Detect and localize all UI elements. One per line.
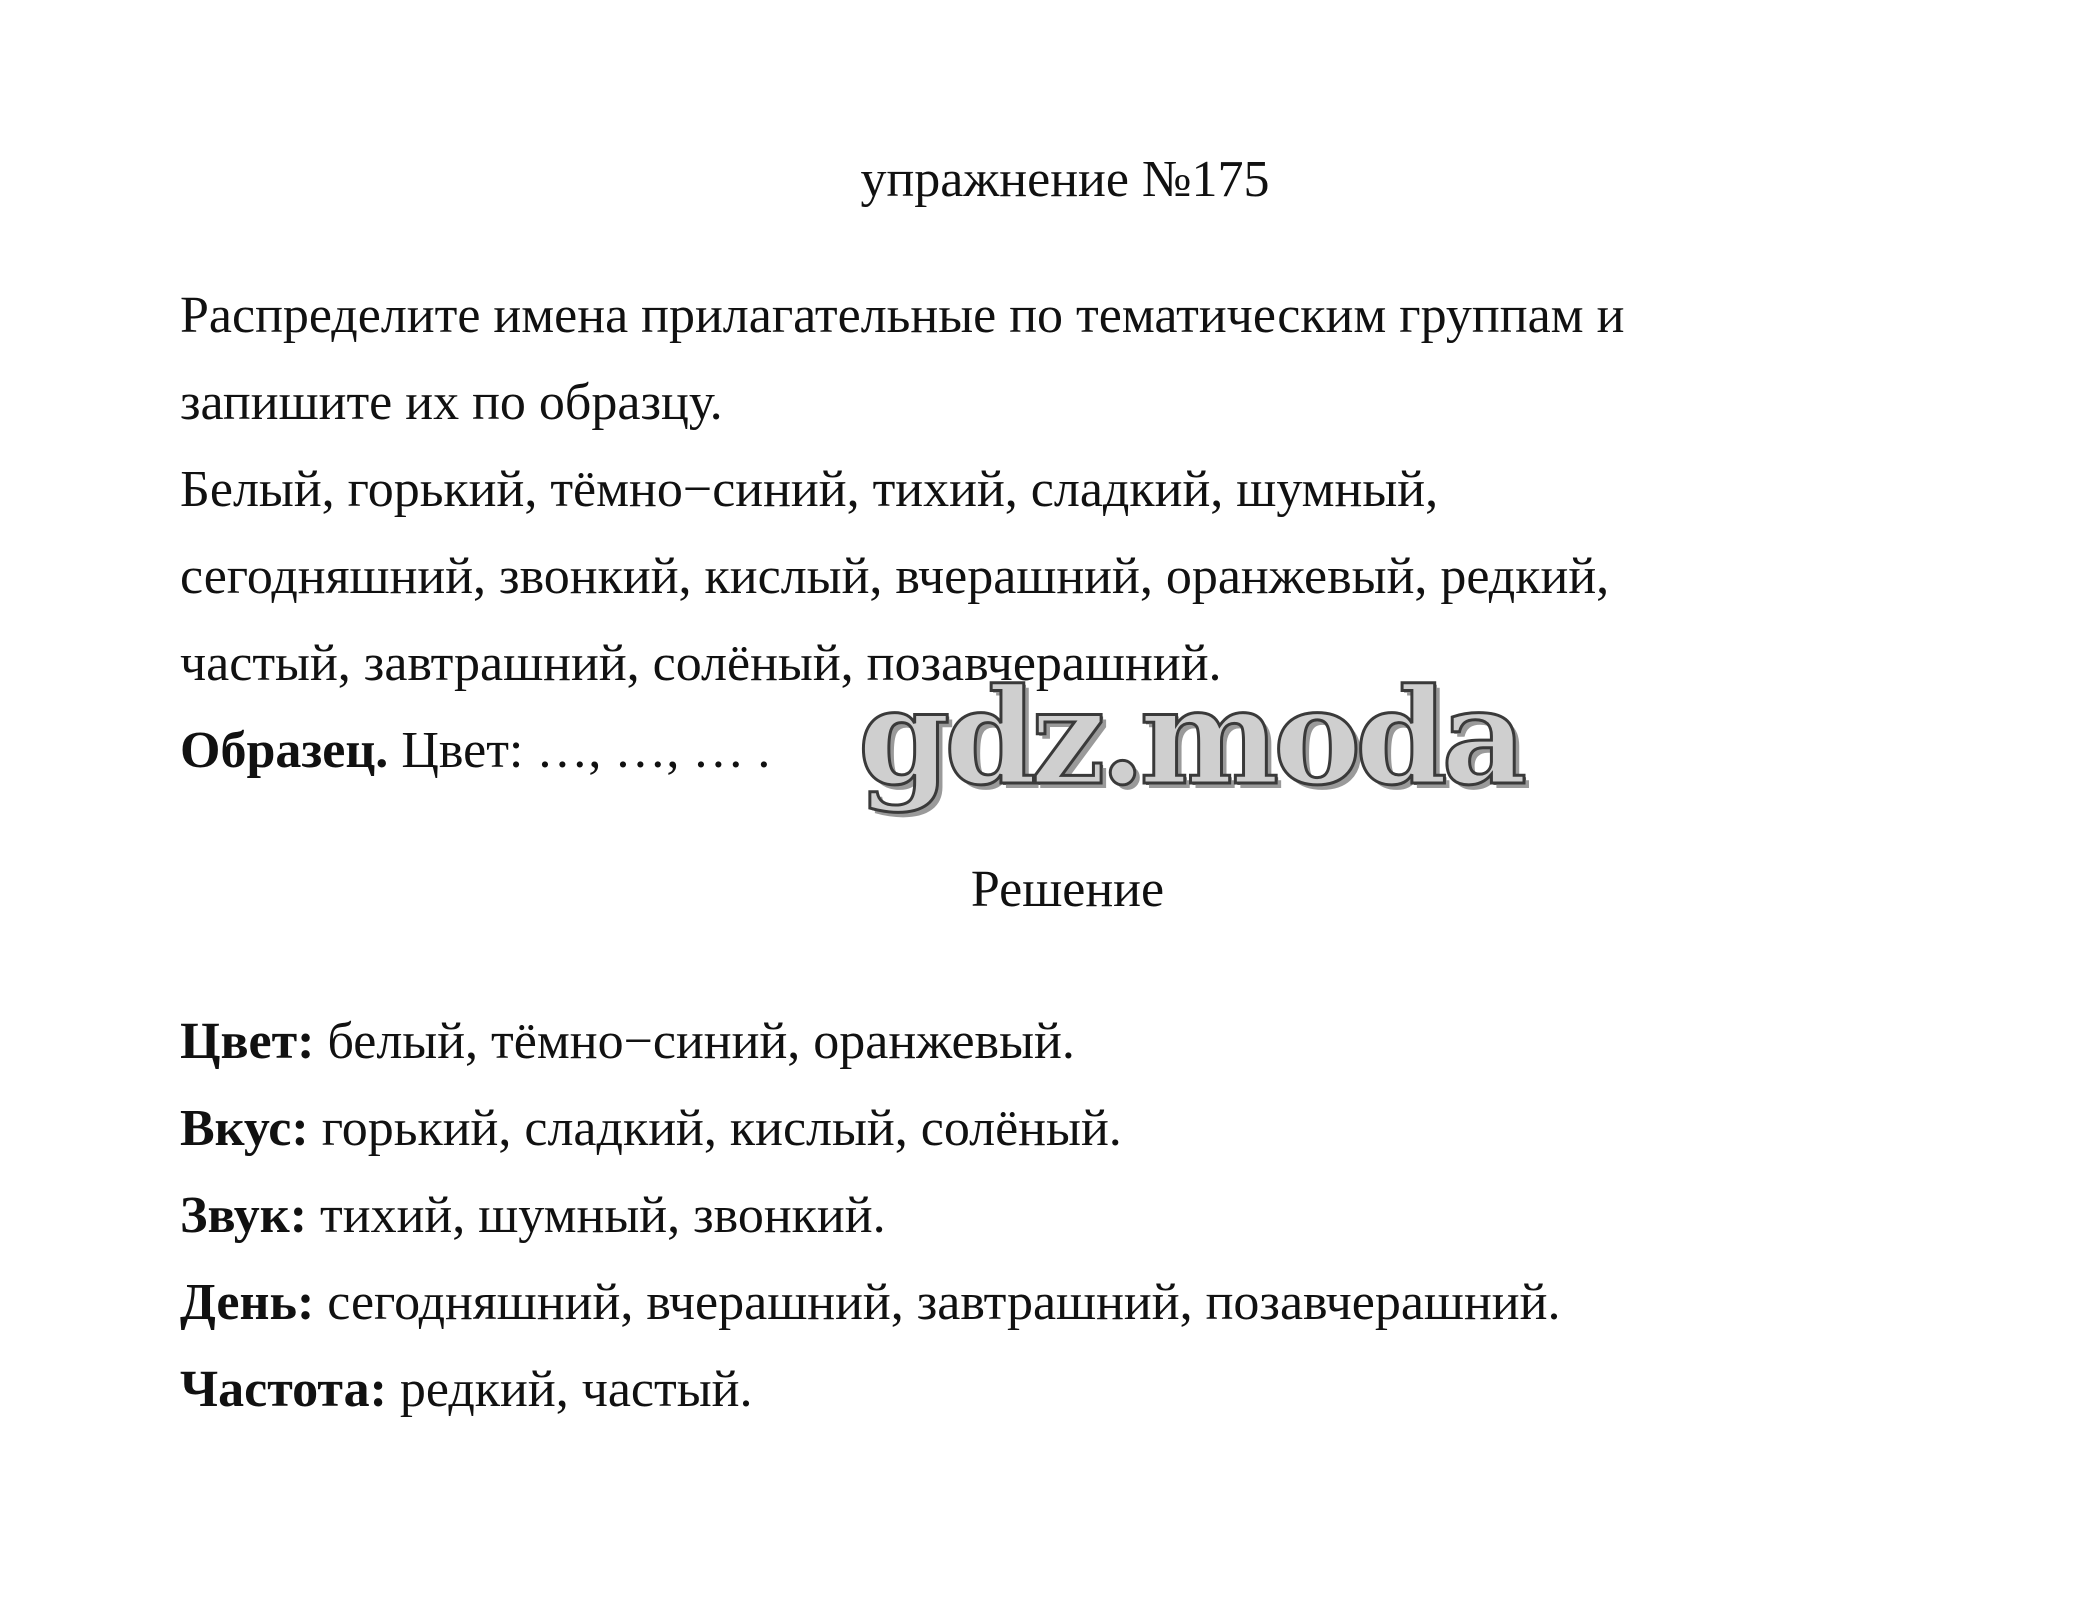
answer-row-frequency — [180, 1346, 1900, 1433]
sample-label: Образец. — [180, 722, 389, 779]
task-line: Белый, горький, тёмно−синий, тихий, сладкий, шумный, — [180, 461, 1439, 518]
answer-text: редкий, частый. — [386, 1361, 753, 1418]
answer-label: Вкус: — [180, 1100, 309, 1157]
answers-list — [180, 998, 1900, 1433]
answer-text: тихий, шумный, звонкий. — [307, 1187, 886, 1244]
answer-label: Цвет: — [180, 1013, 315, 1070]
answer-row-color — [180, 998, 1900, 1085]
answer-label: Звук: — [180, 1187, 308, 1244]
answer-row-sound — [180, 1172, 1900, 1259]
answer-text: сегодняшний, вчерашний, завтрашний, позавчерашний. — [314, 1274, 1561, 1331]
task-line: Распределите имена прилагательные по тематическим группам и — [180, 287, 1625, 344]
answer-text: белый, тёмно−синий, оранжевый. — [314, 1013, 1075, 1070]
task-line: частый, завтрашний, солёный, позавчерашний. — [180, 635, 1222, 692]
exercise-title: упражнение №175 — [860, 151, 1270, 208]
task-line: сегодняшний, звонкий, кислый, вчерашний, оранжевый, редкий, — [180, 548, 1610, 605]
answer-row-day — [180, 1259, 1900, 1346]
answer-row-taste — [180, 1085, 1900, 1172]
answer-text: горький, сладкий, кислый, солёный. — [308, 1100, 1122, 1157]
sample-text: Цвет: …, …, … . — [388, 722, 771, 779]
solution-heading: Решение — [970, 861, 1165, 918]
watermark-logo: gdz.moda — [858, 660, 1522, 815]
task-line: запишите их по образцу. — [180, 374, 723, 431]
answer-label: День: — [180, 1274, 315, 1331]
answer-label: Частота: — [180, 1361, 387, 1418]
